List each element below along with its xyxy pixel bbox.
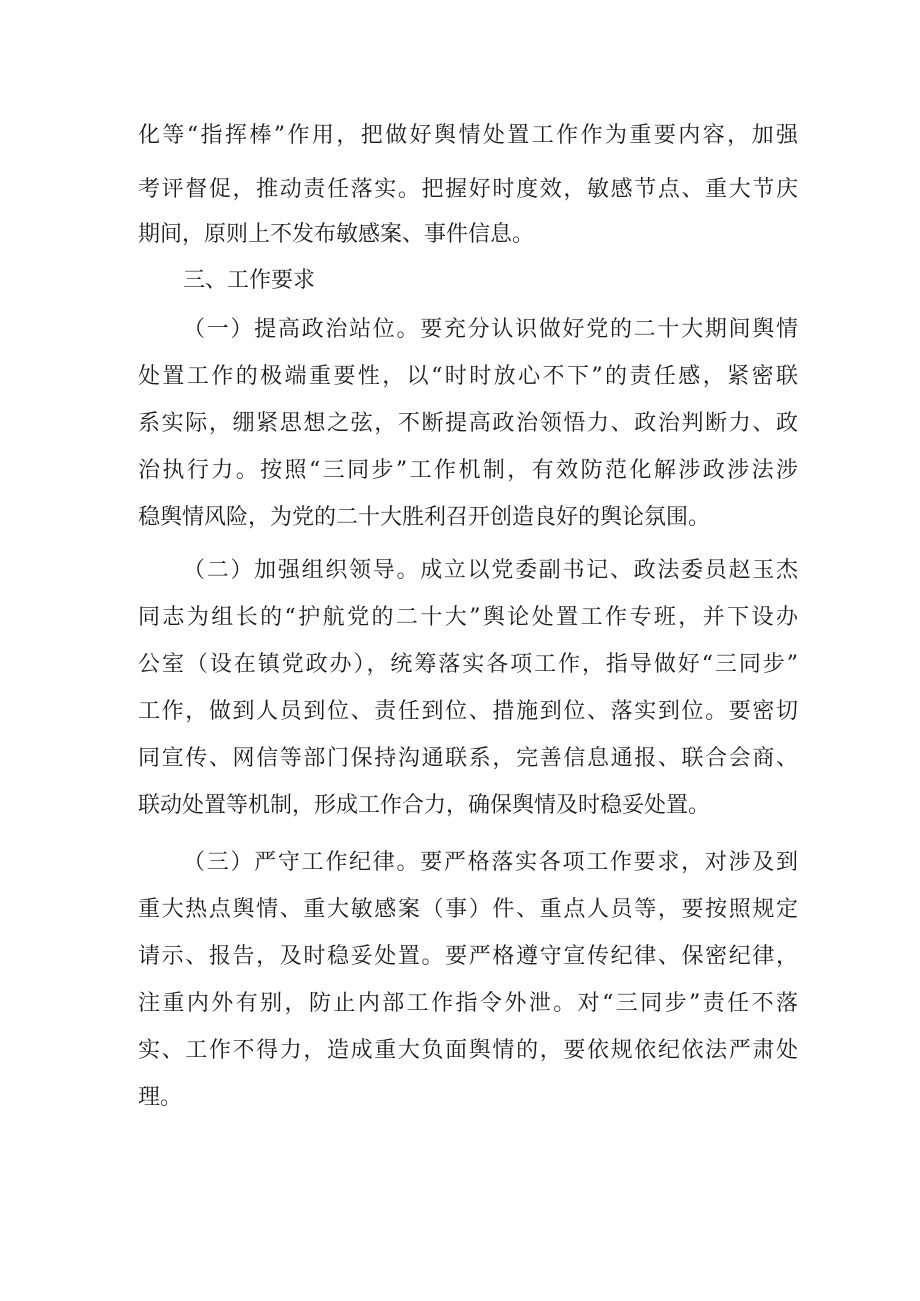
paragraph-2-line-5: 同宣传、网信等部门保持沟通联系，完善信息通报、联合会商、 [138,746,798,771]
paragraph-3-line-2: 重大热点舆情、重大敏感案（事）件、重点人员等，要按照规定 [138,897,798,922]
paragraph-0-line-2: 考评督促，推动责任落实。把握好时度效，敏感节点、重大节庆 [138,177,798,202]
paragraph-3-line-1: （三）严守工作纪律。要严格落实各项工作要求，对涉及到 [183,850,798,875]
paragraph-2-line-1: （二）加强组织领导。成立以党委副书记、政法委员赵玉杰 [183,558,798,583]
paragraph-2-line-4: 工作，做到人员到位、责任到位、措施到位、落实到位。要密切 [138,699,798,724]
paragraph-2-line-2: 同志为组长的“护航党的二十大”舆论处置工作专班，并下设办 [138,605,798,630]
paragraph-3-line-3: 请示、报告，及时稳妥处置。要严格遵守宣传纪律、保密纪律， [138,944,798,969]
section-heading: 三、工作要求 [183,268,316,293]
paragraph-1-line-5: 稳舆情风险，为党的二十大胜利召开创造良好的舆论氛围。 [138,505,711,530]
paragraph-2-line-3: 公室（设在镇党政办），统筹落实各项工作，指导做好“三同步” [138,652,798,677]
paragraph-3-line-5: 实、工作不得力，造成重大负面舆情的，要依规依纪依法严肃处 [138,1038,798,1063]
paragraph-1-line-4: 治执行力。按照“三同步”工作机制，有效防范化解涉政涉法涉 [138,458,798,483]
paragraph-0-line-1: 化等“指挥棒”作用，把做好舆情处置工作作为重要内容，加强 [138,123,798,148]
paragraph-1-line-3: 系实际，绷紧思想之弦，不断提高政治领悟力、政治判断力、政 [138,411,798,436]
paragraph-1-line-1: （一）提高政治站位。要充分认识做好党的二十大期间舆情 [183,317,798,342]
paragraph-0-line-3: 期间，原则上不发布敏感案、事件信息。 [138,222,535,247]
paragraph-1-line-2: 处置工作的极端重要性，以“时时放心不下”的责任感，紧密联 [138,364,798,389]
paragraph-3-line-6: 理。 [138,1085,183,1110]
paragraph-2-line-6: 联动处置等机制，形成工作合力，确保舆情及时稳妥处置。 [138,793,711,818]
paragraph-3-line-4: 注重内外有别，防止内部工作指令外泄。对“三同步”责任不落 [138,991,798,1016]
